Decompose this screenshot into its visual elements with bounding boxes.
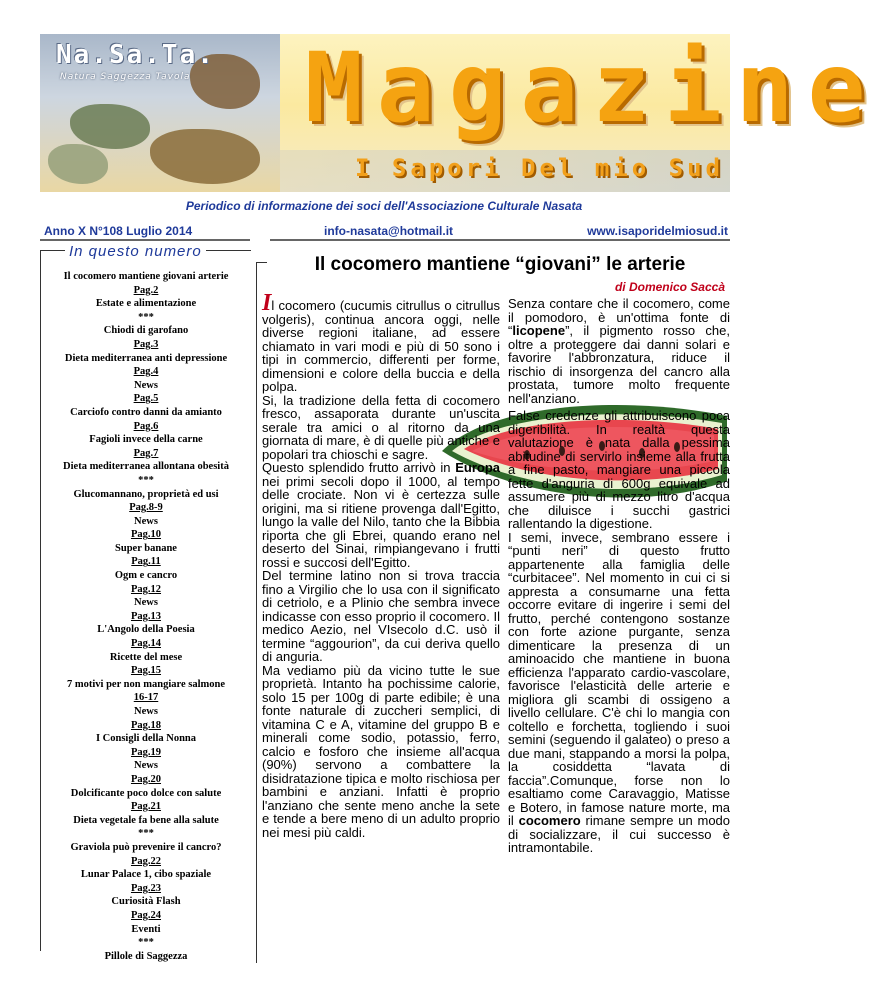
toc-item: I Consigli della Nonna: [95, 733, 197, 745]
toc-page-link[interactable]: Pag.12: [130, 583, 162, 595]
toc-item: Lunar Palace 1, cibo spaziale: [80, 869, 212, 881]
dropcap: I: [262, 290, 272, 316]
bold-word: cocomero: [518, 813, 581, 828]
paragraph: Questo splendido frutto arrivò in: [262, 460, 456, 475]
toc-item: Super banane: [115, 542, 177, 554]
toc-page-link[interactable]: Pag.23: [130, 882, 162, 894]
toc-page-link[interactable]: Pag.13: [130, 610, 162, 622]
toc-page-link[interactable]: Pag.11: [131, 556, 161, 568]
toc-item: News: [134, 379, 158, 391]
bold-word: licopene: [512, 323, 566, 338]
toc-page-link[interactable]: Pag.20: [130, 773, 162, 785]
toc-item: Eventi: [131, 923, 161, 935]
paragraph: ”, il pigmento rosso che, oltre a proteggere dai danni solari e favorire l'abbronzatura, riduce il rischio di insorgenza del cancro alla prostata, tumore molto frequente nell'anziano.: [508, 323, 730, 406]
toc-item: News: [134, 515, 158, 527]
toc-item: Dolcificante poco dolce con salute: [70, 787, 222, 799]
header-banner: [40, 32, 879, 192]
toc-page-link[interactable]: Pag.21: [130, 801, 162, 813]
bold-word: Europa: [455, 460, 500, 475]
island-shape: [150, 129, 260, 184]
toc-page-link[interactable]: Pag.8-9: [129, 502, 163, 514]
toc-item: News: [134, 760, 158, 772]
toc-page-link[interactable]: Pag.5: [133, 393, 159, 405]
toc-item: Chiodi di garofano: [103, 325, 189, 337]
toc-item: News: [134, 706, 158, 717]
toc-page-link[interactable]: Pag.7: [133, 447, 159, 459]
toc-item: Estate e alimentazione: [95, 298, 197, 310]
toc-item: ***: [138, 937, 154, 949]
toc-item: Dieta mediterranea anti depressione: [64, 352, 228, 364]
article-column-2: [508, 297, 730, 855]
toc-page-link[interactable]: Pag.2: [133, 284, 159, 296]
issue-info: Anno X N°108 Luglio 2014: [44, 224, 193, 238]
toc-item: Glucomannano, proprietà ed usi: [73, 488, 219, 500]
toc-page-link[interactable]: 16-17: [133, 692, 159, 704]
toc-item: Carciofo contro danni da amianto: [70, 406, 222, 418]
periodico-subtitle: Periodico di informazione dei soci dell'Associazione Culturale Nasata: [185, 199, 583, 213]
article-byline: di Domenico Saccà: [614, 280, 725, 294]
island-shape: [48, 144, 108, 184]
toc-page-link[interactable]: Pag.14: [130, 638, 162, 650]
email-link[interactable]: info-nasata@hotmail.it: [324, 224, 454, 238]
magazine-subtitle: I Sapori Del mio Sud: [355, 154, 724, 182]
toc-page-link[interactable]: Pag.19: [130, 746, 162, 758]
toc-item: ***: [138, 474, 154, 486]
toc-page-link[interactable]: Pag.4: [133, 366, 159, 378]
toc-item: Curiosità Flash: [111, 896, 181, 908]
toc-page-link[interactable]: Pag.10: [130, 529, 162, 541]
paragraph: l cocomero (cucumis citrullus o citrullus volgeris), continua ancora oggi, nelle diverse regioni italiane, ad essere chiamato in vari modi e più di 50 sono i tipi in commercio, differenti per forme, dimensioni e colore della buccia e della polpa.: [262, 298, 500, 394]
toc-page-link[interactable]: Pag.15: [130, 665, 162, 677]
toc-item: Pillole di Saggezza: [104, 950, 188, 962]
website-link[interactable]: www.isaporidelmiosud.it: [587, 224, 728, 238]
toc-item: L'Angolo della Poesia: [97, 624, 195, 636]
contact-bar: [270, 221, 730, 241]
paragraph: nei primi secoli dopo il 1000, al tempo delle crociate. Non vi è certezza sulle origini, ma si ritiene provenga dall'Egitto, lungo la valle del Nilo, tanto che la Bibbia riporta che gli Ebrei, quando erano nel deserto del Sinai, rimpiangevano i frutti rossi e succosi dell'Egitto.: [262, 473, 500, 570]
paragraph: Senza contare che il cocomero, come il pomodoro, è un'ottima fonte di “: [508, 296, 730, 338]
magazine-title: Magazine: [305, 32, 879, 144]
article-title: Il cocomero mantiene “giovani” le arterie: [314, 254, 686, 275]
paragraph: False credenze gli attribuiscono poca digeribilità. In realtà questa valutazione è nata dalla pessima abitudine di servirlo insieme alla frutta a fine pasto, mangiare una piccola fette d'anguria di 600g equivale ad assumere più di mezzo litro d'acqua che diluisce i succhi gastrici rallentando la digestione.: [508, 408, 730, 531]
toc-page-link[interactable]: Pag.22: [130, 855, 162, 867]
paragraph: Si, la tradizione della fetta di cocomero fresco, assaporata durante un'uscita serale tra amici o al ritorno da una giornata di mare, è di quelle più antiche e popolari tra chioschi e sagre.: [262, 392, 500, 462]
toc-item: 7 motivi per non mangiare salmone: [67, 678, 225, 690]
toc-item: ***: [138, 311, 154, 323]
toc-item: Dieta mediterranea allontana obesità: [63, 461, 229, 473]
toc-item: Graviola può prevenire il cancro?: [70, 841, 222, 853]
toc-page-link[interactable]: Pag.24: [130, 909, 162, 921]
sidebar-title: In questo numero: [65, 243, 206, 260]
toc-item: ***: [138, 828, 154, 840]
paragraph: Del termine latino non si trova traccia fino a Virgilio che lo usa con il significato di cetriolo, e a Plinio che sembra invece indicasse con esso proprio il cocomero. Il medico Aezio, nel VIsecolo d.C. usò il termine “aggourion”, da cui deriva quello di anguria.: [262, 568, 500, 664]
logo-subtitle: Natura Saggezza Tavola: [60, 72, 191, 82]
toc-item: Ogm e cancro: [114, 570, 178, 582]
article-column-1: [262, 290, 500, 840]
toc-item: News: [134, 597, 158, 609]
table-of-contents: [46, 270, 246, 963]
toc-item: Dieta vegetale fa bene alla salute: [73, 814, 219, 826]
toc-page-link[interactable]: Pag.3: [133, 338, 159, 350]
nasata-logo: Na.Sa.Ta.: [56, 40, 215, 70]
toc-item: Fagioli invece della carne: [89, 434, 203, 446]
island-shape: [70, 104, 150, 149]
paragraph: I semi, invece, sembrano essere i “punti neri” di questo frutto appartenente alla famiglia delle “curbitacee”. Nel momento in cui ci si appresta a consumarne una fetta occorre evitare di ingerire i semi del frutto, perché contengono sostanze con forte azione purgante, senza dimenticare la presenza di un aminoacido che mantiene in buona efficienza l'apparato cardio-vascolare, favorisce l'elasticità delle arterie e migliora gli scambi di ossigeno a livello cellulare. C'è chi lo mangia con coltello e forchetta, togliendo i suoi semini (seguendo il galateo) o preso a due mani, stappando a morsi la polpa, la cosiddetta “lavata di faccia”.Comunque, forse non lo esaltiamo come Caravaggio, Matisse e Botero, in famose nature morte, ma il: [508, 529, 730, 828]
paragraph: Ma vediamo più da vicino tutte le sue proprietà. Intanto ha pochissime calorie, solo 15 per 100g di parte edibile; è una fonte naturale di zuccheri semplici, di vitamina C e A, vitamine del gruppo B e minerali come sodio, potassio, ferro, calcio e fosforo che insieme all'acqua (90%) servono a combattere la disidratazione tipica e molto rischiosa per bambini e anziani. Infatti è proprio l'anziano che sente meno anche la sete e tende a bere meno di un adulto proprio nei mesi più caldi.: [262, 662, 500, 840]
toc-item: Il cocomero mantiene giovani arterie: [63, 271, 229, 282]
paragraph: rimane sempre un modo di socializzare, il cui successo è intramontabile.: [508, 813, 731, 855]
toc-page-link[interactable]: Pag.6: [133, 420, 159, 432]
issue-bar: [40, 221, 250, 241]
toc-item: Ricette del mese: [109, 651, 183, 663]
toc-page-link[interactable]: Pag.18: [130, 719, 162, 731]
